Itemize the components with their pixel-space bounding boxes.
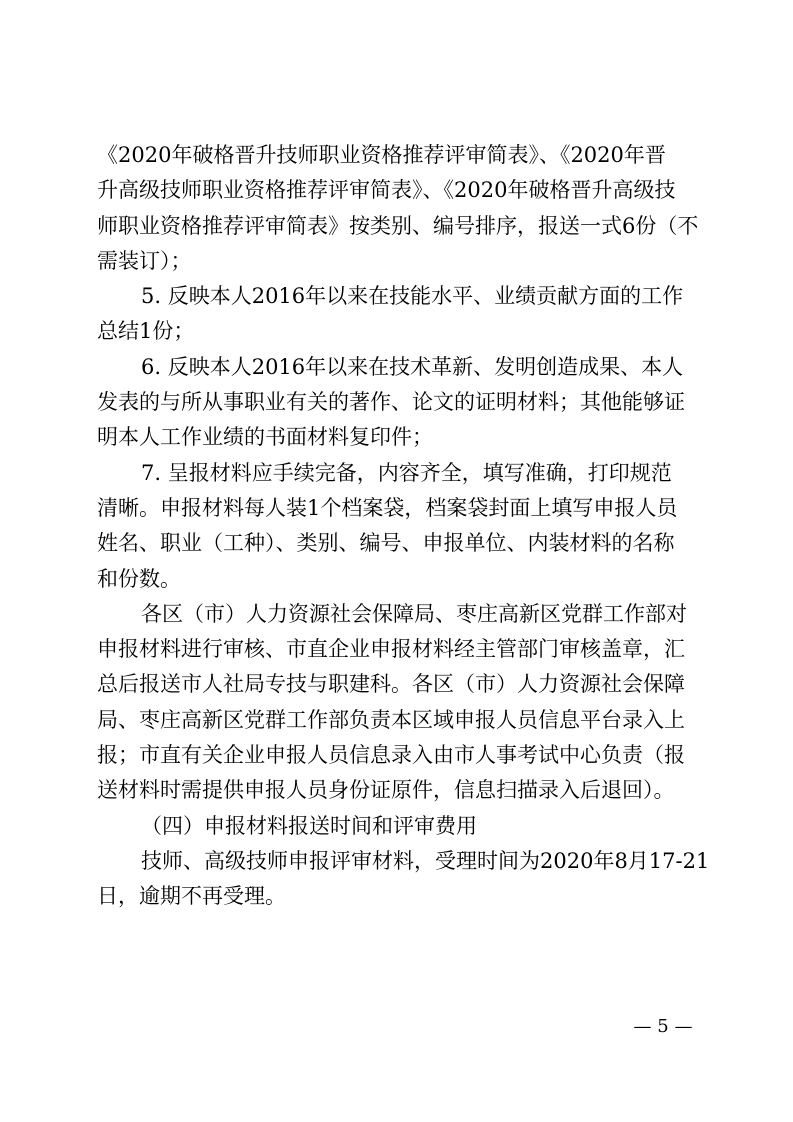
text-line: 师职业资格推荐评审简表》按类别、编号排序，报送一式6份（不 [97,213,699,238]
text-line: 姓名、职业（工种）、类别、编号、申报单位、内装材料的名称 [97,531,675,556]
text-line: 明本人工作业绩的书面材料复印件； [97,425,433,450]
section-heading: （四）申报材料报送时间和评审费用 [141,813,477,838]
text-line: 申报材料进行审核、市直企业申报材料经主管部门审核盖章，汇 [97,637,685,662]
text-line: 总结1份； [97,319,195,344]
text-line: 需装订）； [97,248,192,273]
text-line: 6. 反映本人2016年以来在技术革新、发明创造成果、本人 [141,354,684,379]
text-line: 报；市直有关企业申报人员信息录入由市人事考试中心负责（报 [97,743,685,768]
text-line: 总后报送市人社局专技与职建科。各区（市）人力资源社会保障 [97,672,685,697]
text-line: 局、枣庄高新区党群工作部负责本区域申报人员信息平台录入上 [97,707,685,732]
text-line: 技师、高级技师申报评审材料，受理时间为2020年8月17-21 [141,848,710,873]
text-line: 日，逾期不再受理。 [97,884,286,909]
text-line: 各区（市）人力资源社会保障局、枣庄高新区党群工作部对 [141,601,687,626]
text-line: 发表的与所从事职业有关的著作、论文的证明材料；其他能够证 [97,390,685,415]
text-line: 5. 反映本人2016年以来在技能水平、业绩贡献方面的工作 [141,284,684,309]
text-line: 升高级技师职业资格推荐评审简表》、《2020年破格晋升高级技 [97,178,676,203]
text-line: 7. 呈报材料应手续完备，内容齐全，填写准确，打印规范 [141,460,672,485]
page-number: — 5 — [633,1016,693,1037]
text-line: 清晰。申报材料每人装1个档案袋，档案袋封面上填写申报人员 [97,495,678,520]
text-line: 《2020年破格晋升技师职业资格推荐评审简表》、《2020年晋 [97,143,666,167]
text-line: 和份数。 [97,566,181,591]
text-line: 送材料时需提供申报人员身份证原件，信息扫描录入后退回）。 [97,778,675,803]
body-text [97,138,710,915]
